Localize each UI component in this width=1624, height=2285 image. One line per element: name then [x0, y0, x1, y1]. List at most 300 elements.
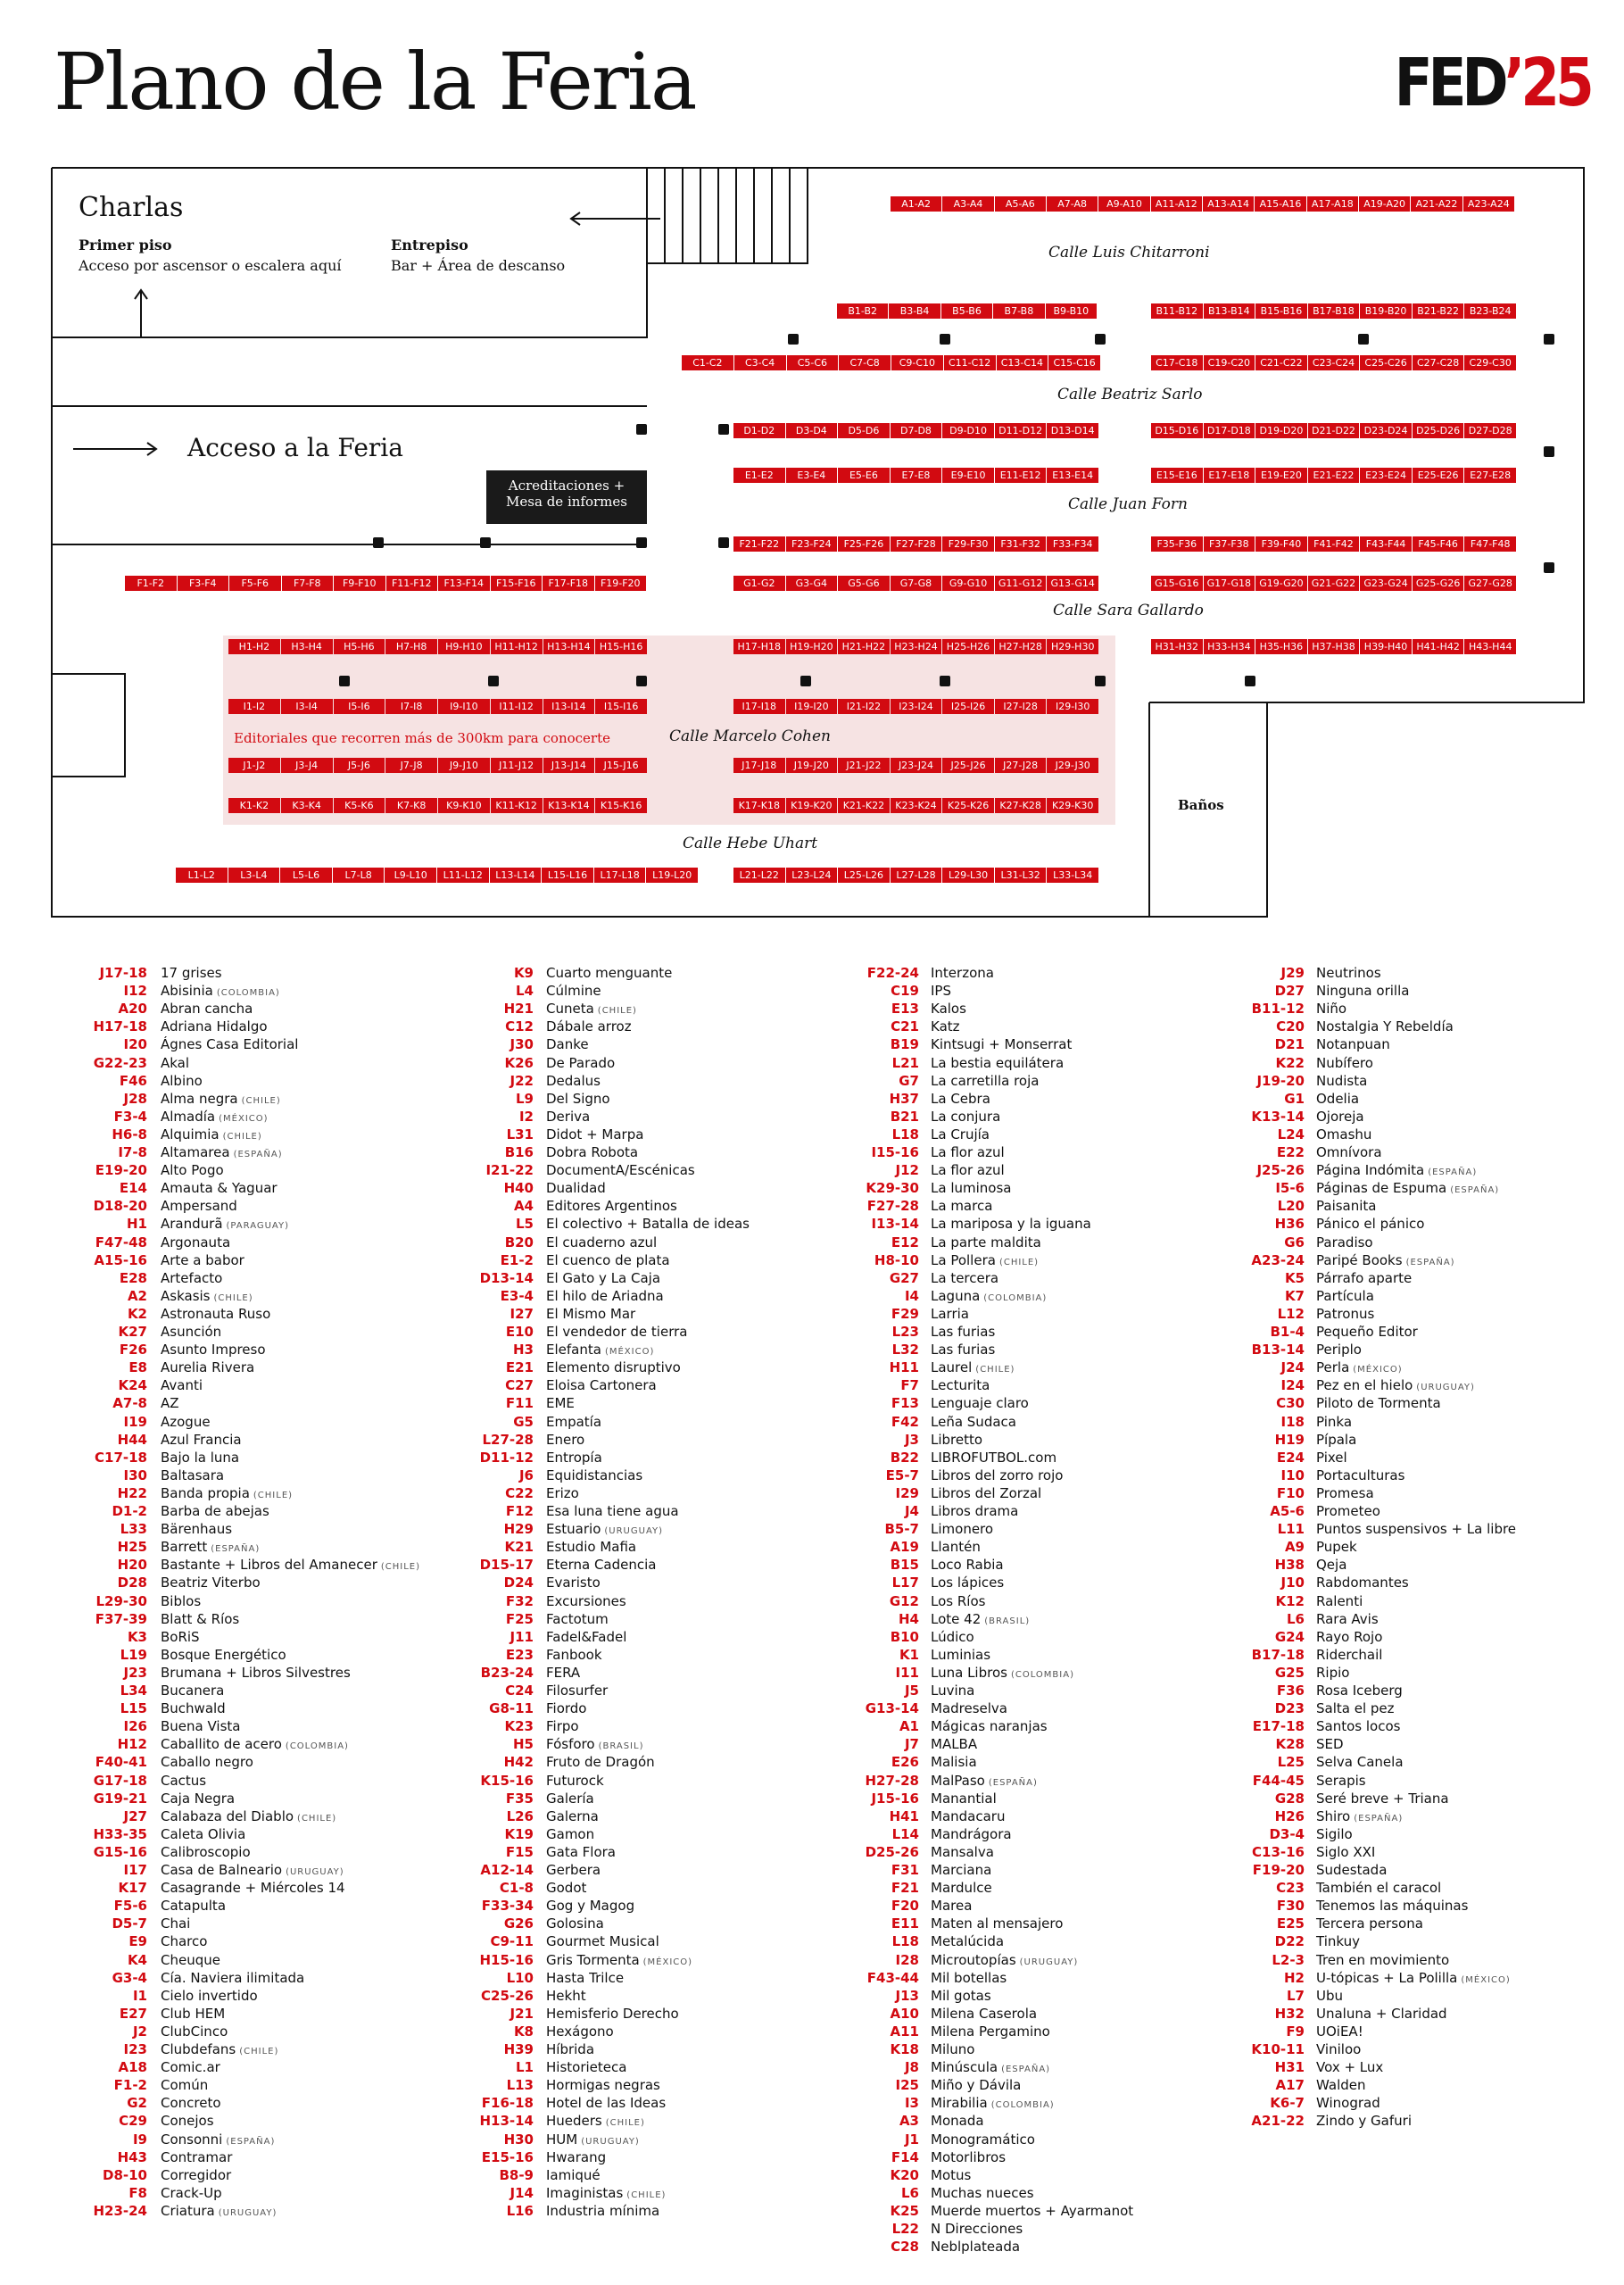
- stand-code: I11: [895, 1664, 919, 1681]
- stand-c11-c12: C11-C12: [944, 355, 996, 370]
- stand-code: I20: [123, 1036, 147, 1053]
- publisher-name: Ralenti: [1316, 1592, 1363, 1609]
- publisher-name: Rabdomantes: [1316, 1575, 1409, 1591]
- directory-code: [40, 1682, 147, 1699]
- stand-i17-i18: I17-I18: [733, 699, 785, 714]
- publisher-country: (MÉXICO): [1353, 1365, 1403, 1375]
- directory-code: [40, 1161, 147, 1179]
- publisher-name: La flor azul: [931, 1144, 1005, 1160]
- directory-code: [427, 1449, 534, 1467]
- publisher-name: Cuneta (CHILE): [546, 1001, 637, 1018]
- publisher-name: Pez en el hielo (URUGUAY): [1316, 1377, 1475, 1394]
- stand-a5-a6: A5-A6: [995, 196, 1046, 212]
- publisher-name: Firpo: [546, 1718, 579, 1735]
- publisher-name: Tren en movimiento: [1316, 1951, 1450, 1968]
- publisher-country: (CHILE): [998, 1257, 1040, 1267]
- stand-g1-g2: G1-G2: [733, 576, 785, 591]
- stand-code: K27: [118, 1324, 147, 1340]
- publisher-name: Páginas de Espuma (ESPAÑA): [1316, 1180, 1500, 1197]
- stand-code: H19: [1274, 1431, 1305, 1448]
- directory-code: [812, 1072, 919, 1090]
- publisher-name: Vox + Lux: [1316, 2059, 1384, 2076]
- stand-code: H22: [117, 1484, 147, 1501]
- publisher-name: Fiordo: [546, 1700, 587, 1717]
- publisher-name: Comic.ar: [161, 2059, 220, 2076]
- directory-code: [40, 1090, 147, 1108]
- publisher-country: (ESPAÑA): [1450, 1185, 1500, 1196]
- directory-publisher: [1316, 1269, 1624, 1287]
- stand-code: C9-11: [490, 1933, 534, 1950]
- publisher-name: Barrett (ESPAÑA): [161, 1539, 261, 1556]
- accreditation-line-2: Mesa de informes: [506, 494, 627, 510]
- stand-j7-j8: J7-J8: [385, 758, 437, 773]
- stand-code: D27: [1274, 983, 1305, 1000]
- directory-code: [40, 2040, 147, 2058]
- stand-code: L7: [1287, 1987, 1305, 2004]
- directory-code: [427, 1000, 534, 1018]
- publisher-name: Párrafo aparte: [1316, 1269, 1413, 1286]
- publisher-name: Crack-Up: [161, 2184, 222, 2201]
- directory-code: [427, 1035, 534, 1053]
- publisher-name: Patronus: [1316, 1305, 1375, 1322]
- directory-code: [40, 1843, 147, 1861]
- directory-publisher: [1316, 1807, 1624, 1825]
- stand-code: K9: [513, 965, 534, 981]
- stand-code: C23: [1276, 1880, 1305, 1897]
- directory-code: [40, 1753, 147, 1771]
- stand-code: H33-35: [93, 1825, 147, 1842]
- publisher-country: (URUGUAY): [286, 1867, 344, 1877]
- banos-label: Baños: [1178, 797, 1224, 813]
- publisher-name: Avanti: [161, 1377, 203, 1394]
- stand-code: F14: [891, 2148, 919, 2165]
- publisher-name: Artefacto: [161, 1269, 223, 1286]
- stand-code: I13-14: [871, 1216, 919, 1233]
- directory-code: [427, 2184, 534, 2202]
- directory-code: [40, 1915, 147, 1932]
- stand-code: H27-28: [865, 1772, 919, 1789]
- directory-code: [40, 2094, 147, 2112]
- publisher-country: (URUGUAY): [218, 2207, 278, 2218]
- directory-code: [40, 2076, 147, 2094]
- directory-code: [1197, 1502, 1305, 1520]
- stand-h5-h6: H5-H6: [334, 639, 385, 654]
- stand-h25-h26: H25-H26: [942, 639, 994, 654]
- directory-code: [1197, 1449, 1305, 1467]
- directory-code: [427, 1090, 534, 1108]
- stand-e1-e2: E1-E2: [733, 468, 785, 483]
- publisher-name: Dedalus: [546, 1072, 601, 1089]
- stand-code: K28: [1275, 1736, 1305, 1753]
- stand-code: A23-24: [1251, 1251, 1305, 1268]
- directory-publisher: [1316, 1413, 1624, 1431]
- pillar: [488, 676, 499, 686]
- directory-code: [1197, 2040, 1305, 2058]
- stand-code: J29: [1280, 965, 1305, 981]
- stand-code: I9: [132, 2131, 147, 2148]
- stand-d25-d26: D25-D26: [1413, 423, 1464, 438]
- publisher-name: Imaginistas (CHILE): [546, 2184, 667, 2201]
- directory-code: [40, 1143, 147, 1161]
- stand-code: F30: [1276, 1898, 1305, 1915]
- stand-code: I23: [123, 2041, 147, 2057]
- stand-code: L6: [901, 2184, 919, 2201]
- publisher-name: La Crujía: [931, 1126, 990, 1142]
- directory-publisher: [1316, 1072, 1624, 1090]
- stand-b19-b20: B19-B20: [1360, 303, 1412, 319]
- publisher-name: Bärenhaus: [161, 1521, 233, 1538]
- stand-f27-f28: F27-F28: [891, 536, 942, 552]
- stand-l5-l6: L5-L6: [280, 868, 332, 883]
- publisher-name: Abran cancha: [161, 1001, 253, 1018]
- directory-code: [812, 1413, 919, 1431]
- stand-code: J5: [904, 1683, 919, 1699]
- stand-d7-d8: D7-D8: [891, 423, 942, 438]
- directory-code: [812, 2220, 919, 2238]
- directory-code: [1197, 1215, 1305, 1233]
- stand-code: E3-4: [500, 1287, 534, 1304]
- directory-code: [427, 1359, 534, 1376]
- publisher-name: Unaluna + Claridad: [1316, 2005, 1447, 2022]
- publisher-country: (CHILE): [241, 1095, 281, 1106]
- stand-code: L15: [120, 1700, 147, 1717]
- directory-code: [40, 982, 147, 1000]
- directory-publisher: [1316, 982, 1624, 1000]
- directory-code: [427, 1987, 534, 2005]
- publisher-name: Cheuque: [161, 1951, 220, 1968]
- stand-code: B19: [890, 1036, 919, 1053]
- publisher-name: Tenemos las máquinas: [1316, 1898, 1469, 1915]
- stand-i21-i22: I21-I22: [838, 699, 890, 714]
- directory-code: [427, 2131, 534, 2148]
- publisher-name: Híbrida: [546, 2041, 595, 2057]
- publisher-name: Maten al mensajero: [931, 1915, 1064, 1932]
- publisher-name: Chai: [161, 1915, 191, 1932]
- directory-publisher: [1316, 1484, 1624, 1502]
- publisher-name: Elefanta (MÉXICO): [546, 1342, 655, 1359]
- publisher-name: Perla (MÉXICO): [1316, 1359, 1403, 1376]
- stand-i15-i16: I15-I16: [595, 699, 647, 714]
- publisher-country: (ESPAÑA): [211, 1544, 261, 1555]
- stand-f1-f2: F1-F2: [125, 576, 177, 591]
- stand-code: K23: [504, 1718, 534, 1735]
- stand-k19-k20: K19-K20: [786, 798, 838, 813]
- publisher-name: Mil botellas: [931, 1969, 1007, 1986]
- stand-code: H38: [1274, 1557, 1305, 1574]
- directory-code: [427, 1341, 534, 1359]
- stand-code: J10: [1280, 1575, 1305, 1591]
- stand-d21-d22: D21-D22: [1308, 423, 1360, 438]
- stand-code: H36: [1274, 1216, 1305, 1233]
- stand-code: G15-16: [93, 1843, 147, 1860]
- directory-publisher: [1316, 1179, 1624, 1197]
- directory-code: [812, 2166, 919, 2184]
- directory-code: [40, 1484, 147, 1502]
- directory-code: [1197, 1843, 1305, 1861]
- directory-code: [1197, 1054, 1305, 1072]
- directory-publisher: [1316, 1394, 1624, 1412]
- stand-code: L21: [891, 1054, 919, 1071]
- stand-j23-j24: J23-J24: [891, 758, 942, 773]
- stand-k13-k14: K13-K14: [543, 798, 595, 813]
- directory-code: [40, 1251, 147, 1269]
- street-forn: Calle Juan Forn: [1068, 495, 1188, 513]
- directory-code: [427, 1879, 534, 1897]
- stand-f41-f42: F41-F42: [1308, 536, 1360, 552]
- publisher-name: Nudista: [1316, 1072, 1368, 1089]
- stand-a9-a10: A9-A10: [1098, 196, 1149, 212]
- publisher-name: Promesa: [1316, 1484, 1374, 1501]
- publisher-name: Empatía: [546, 1413, 602, 1430]
- stand-code: K19: [504, 1825, 534, 1842]
- publisher-name: Altamarea (ESPAÑA): [161, 1144, 283, 1160]
- stand-code: K21: [504, 1539, 534, 1556]
- directory-publisher: [1316, 1664, 1624, 1682]
- directory-code: [427, 1628, 534, 1646]
- directory-publisher: [931, 2166, 1288, 2184]
- directory-code: [40, 1520, 147, 1538]
- directory-code: [1197, 1538, 1305, 1556]
- publisher-name: Madreselva: [931, 1700, 1008, 1717]
- publisher-name: Hemisferio Derecho: [546, 2005, 679, 2022]
- directory-code: [40, 1305, 147, 1323]
- stand-code: A17: [1275, 2077, 1305, 2094]
- stand-code: E10: [505, 1324, 534, 1340]
- stand-l33-l34: L33-L34: [1047, 868, 1098, 883]
- directory-code: [427, 1431, 534, 1449]
- stand-code: C13-16: [1252, 1843, 1305, 1860]
- directory-code: [427, 1897, 534, 1915]
- publisher-name: Fanbook: [546, 1646, 602, 1663]
- stand-code: E12: [891, 1234, 919, 1251]
- stand-code: L29-30: [95, 1592, 147, 1609]
- publisher-name: La bestia equilátera: [931, 1054, 1065, 1071]
- directory-code: [40, 2058, 147, 2076]
- publisher-name: Malisia: [931, 1754, 977, 1771]
- publisher-name: Corregidor: [161, 2166, 232, 2183]
- publisher-name: Club HEM: [161, 2005, 226, 2022]
- directory-code: [40, 1932, 147, 1950]
- stand-d19-d20: D19-D20: [1255, 423, 1307, 438]
- stand-code: H3: [513, 1342, 534, 1359]
- stand-code: F7: [900, 1377, 919, 1394]
- stand-code: L22: [891, 2221, 919, 2237]
- publisher-country: (ESPAÑA): [226, 2136, 276, 2147]
- stand-code: I19: [123, 1413, 147, 1430]
- stand-code: A12-14: [480, 1862, 534, 1878]
- publisher-name: Microutopías (URUGUAY): [931, 1951, 1079, 1968]
- directory-code: [812, 1502, 919, 1520]
- logo-prefix: FED: [1395, 45, 1504, 121]
- stand-code: F43-44: [866, 1969, 919, 1986]
- directory-code: [1197, 2058, 1305, 2076]
- stand-code: H29: [503, 1521, 534, 1538]
- stand-code: G3-4: [112, 1969, 147, 1986]
- stand-i19-i20: I19-I20: [786, 699, 838, 714]
- stand-g7-g8: G7-G8: [891, 576, 942, 591]
- publisher-name: Prometeo: [1316, 1503, 1380, 1519]
- stand-code: K15-16: [480, 1772, 534, 1789]
- directory-code: [1197, 2076, 1305, 2094]
- stand-code: K3: [127, 1628, 147, 1645]
- publisher-name: Mardulce: [931, 1880, 992, 1897]
- publisher-name: MalPaso (ESPAÑA): [931, 1772, 1038, 1789]
- publisher-name: Alquimia (CHILE): [161, 1126, 262, 1142]
- stand-code: I7-8: [118, 1144, 147, 1160]
- publisher-country: (ESPAÑA): [1354, 1813, 1404, 1824]
- publisher-name: Omnívora: [1316, 1144, 1382, 1160]
- directory-code: [427, 1376, 534, 1394]
- stand-c15-c16: C15-C16: [1048, 355, 1100, 370]
- stand-l1-l2: L1-L2: [176, 868, 228, 883]
- publisher-name: El cuenco de plata: [546, 1251, 670, 1268]
- publisher-name: Erizo: [546, 1484, 579, 1501]
- stand-code: H1: [127, 1216, 147, 1233]
- publisher-name: Argonauta: [161, 1234, 231, 1251]
- directory-code: [40, 1449, 147, 1467]
- directory-code: [40, 1735, 147, 1753]
- publisher-name: Calabaza del Diablo (CHILE): [161, 1807, 337, 1824]
- directory-code: [1197, 1790, 1305, 1807]
- stand-code: G13-14: [865, 1700, 919, 1717]
- stand-code: I5-6: [1275, 1180, 1305, 1197]
- stand-code: H21: [503, 1001, 534, 1018]
- directory-code: [812, 1161, 919, 1179]
- stand-code: J23: [123, 1664, 147, 1681]
- directory-publisher: [1316, 1861, 1624, 1879]
- directory-code: [812, 1592, 919, 1610]
- directory-code: [427, 1413, 534, 1431]
- page-title: Plano de la Feria: [54, 36, 696, 128]
- directory-code: [40, 1126, 147, 1143]
- directory-code: [812, 1018, 919, 1035]
- publisher-name: Asunto Impreso: [161, 1342, 266, 1359]
- stand-code: F36: [1276, 1683, 1305, 1699]
- stand-code: L13: [506, 2077, 534, 2094]
- directory-publisher: [1316, 1305, 1624, 1323]
- publisher-name: Didot + Marpa: [546, 1126, 644, 1142]
- publisher-name: La mariposa y la iguana: [931, 1216, 1091, 1233]
- entrepiso-desc: Bar + Área de descanso: [391, 257, 566, 274]
- publisher-country: (ESPAÑA): [988, 1777, 1038, 1788]
- directory-code: [812, 1556, 919, 1574]
- directory-publisher: [1316, 1251, 1624, 1269]
- stand-code: G24: [1274, 1628, 1305, 1645]
- publisher-name: Almadía (MÉXICO): [161, 1108, 269, 1125]
- directory-code: [40, 1897, 147, 1915]
- stand-code: I28: [895, 1951, 919, 1968]
- directory-code: [812, 1449, 919, 1467]
- stand-code: F42: [891, 1413, 919, 1430]
- directory-code: [1197, 1717, 1305, 1735]
- stand-code: J22: [510, 1072, 534, 1089]
- publisher-name: Hotel de las Ideas: [546, 2095, 667, 2112]
- directory-publisher: [1316, 1790, 1624, 1807]
- publisher-name: Mirabilia (COLOMBIA): [931, 2095, 1055, 2112]
- publisher-name: Godot: [546, 1880, 587, 1897]
- directory-code: [40, 1359, 147, 1376]
- stand-h27-h28: H27-H28: [995, 639, 1047, 654]
- stand-code: H37: [889, 1090, 919, 1107]
- publisher-name: Pupek: [1316, 1539, 1357, 1556]
- stand-d1-d2: D1-D2: [733, 423, 785, 438]
- directory-code: [1197, 1108, 1305, 1126]
- stand-code: G28: [1274, 1790, 1305, 1807]
- directory-code: [1197, 1932, 1305, 1950]
- publisher-name: Odelia: [1316, 1090, 1360, 1107]
- stand-i1-i2: I1-I2: [228, 699, 280, 714]
- publisher-name: Biblos: [161, 1592, 202, 1609]
- publisher-name: Cielo invertido: [161, 1987, 258, 2004]
- publisher-country: (MÉXICO): [642, 1957, 693, 1967]
- stand-code: E19-20: [95, 1162, 147, 1179]
- directory-publisher: [1316, 2112, 1624, 2130]
- pillar: [373, 537, 384, 548]
- publisher-name: Amauta & Yaguar: [161, 1180, 278, 1197]
- directory-publisher: [1316, 2058, 1624, 2076]
- publisher-name: Lúdico: [931, 1628, 974, 1645]
- stand-c1-c2: C1-C2: [682, 355, 733, 370]
- publisher-name: Monogramático: [931, 2131, 1035, 2148]
- publisher-name: Contramar: [161, 2148, 233, 2165]
- stand-k23-k24: K23-K24: [891, 798, 942, 813]
- directory-code: [427, 2023, 534, 2040]
- directory-code: [427, 1772, 534, 1790]
- stand-code: H30: [503, 2131, 534, 2148]
- stand-code: A4: [513, 1198, 534, 1215]
- directory-code: [427, 1287, 534, 1305]
- stand-e13-e14: E13-E14: [1047, 468, 1098, 483]
- directory-code: [812, 1682, 919, 1699]
- directory-publisher: [1316, 1431, 1624, 1449]
- stand-code: F21: [891, 1880, 919, 1897]
- directory-code: [812, 1807, 919, 1825]
- directory-code: [812, 2023, 919, 2040]
- stand-code: F9: [1286, 2023, 1305, 2040]
- directory-publisher: [1316, 2005, 1624, 2023]
- stand-b11-b12: B11-B12: [1151, 303, 1203, 319]
- zone-label: Editoriales que recorren más de 300km para conocerte: [234, 730, 610, 746]
- directory-code: [427, 1951, 534, 1969]
- stand-a7-a8: A7-A8: [1047, 196, 1098, 212]
- pillar: [940, 334, 950, 345]
- stand-code: I24: [1280, 1377, 1305, 1394]
- stand-c17-c18: C17-C18: [1151, 355, 1203, 370]
- directory-code: [40, 2184, 147, 2202]
- directory-code: [1197, 1915, 1305, 1932]
- directory-code: [812, 2238, 919, 2256]
- stand-code: F25: [505, 1610, 534, 1627]
- publisher-name: Buena Vista: [161, 1718, 241, 1735]
- stand-code: A18: [118, 2059, 147, 2076]
- directory-publisher: [931, 2131, 1288, 2148]
- publisher-name: Pixel: [1316, 1449, 1347, 1466]
- publisher-name: Nubífero: [1316, 1054, 1373, 1071]
- directory-code: [812, 1431, 919, 1449]
- stand-f7-f8: F7-F8: [282, 576, 334, 591]
- publisher-country: (PARAGUAY): [226, 1221, 289, 1232]
- directory-code: [1197, 1699, 1305, 1717]
- stand-l23-l24: L23-L24: [786, 868, 838, 883]
- directory-publisher: [1316, 1610, 1624, 1628]
- directory-publisher: [1316, 1018, 1624, 1035]
- stand-l11-l12: L11-L12: [437, 868, 489, 883]
- stand-code: F5-6: [113, 1898, 147, 1915]
- stand-code: G17-18: [93, 1772, 147, 1789]
- publisher-name: Pinka: [1316, 1413, 1353, 1430]
- directory-code: [427, 1394, 534, 1412]
- publisher-name: Pípala: [1316, 1431, 1357, 1448]
